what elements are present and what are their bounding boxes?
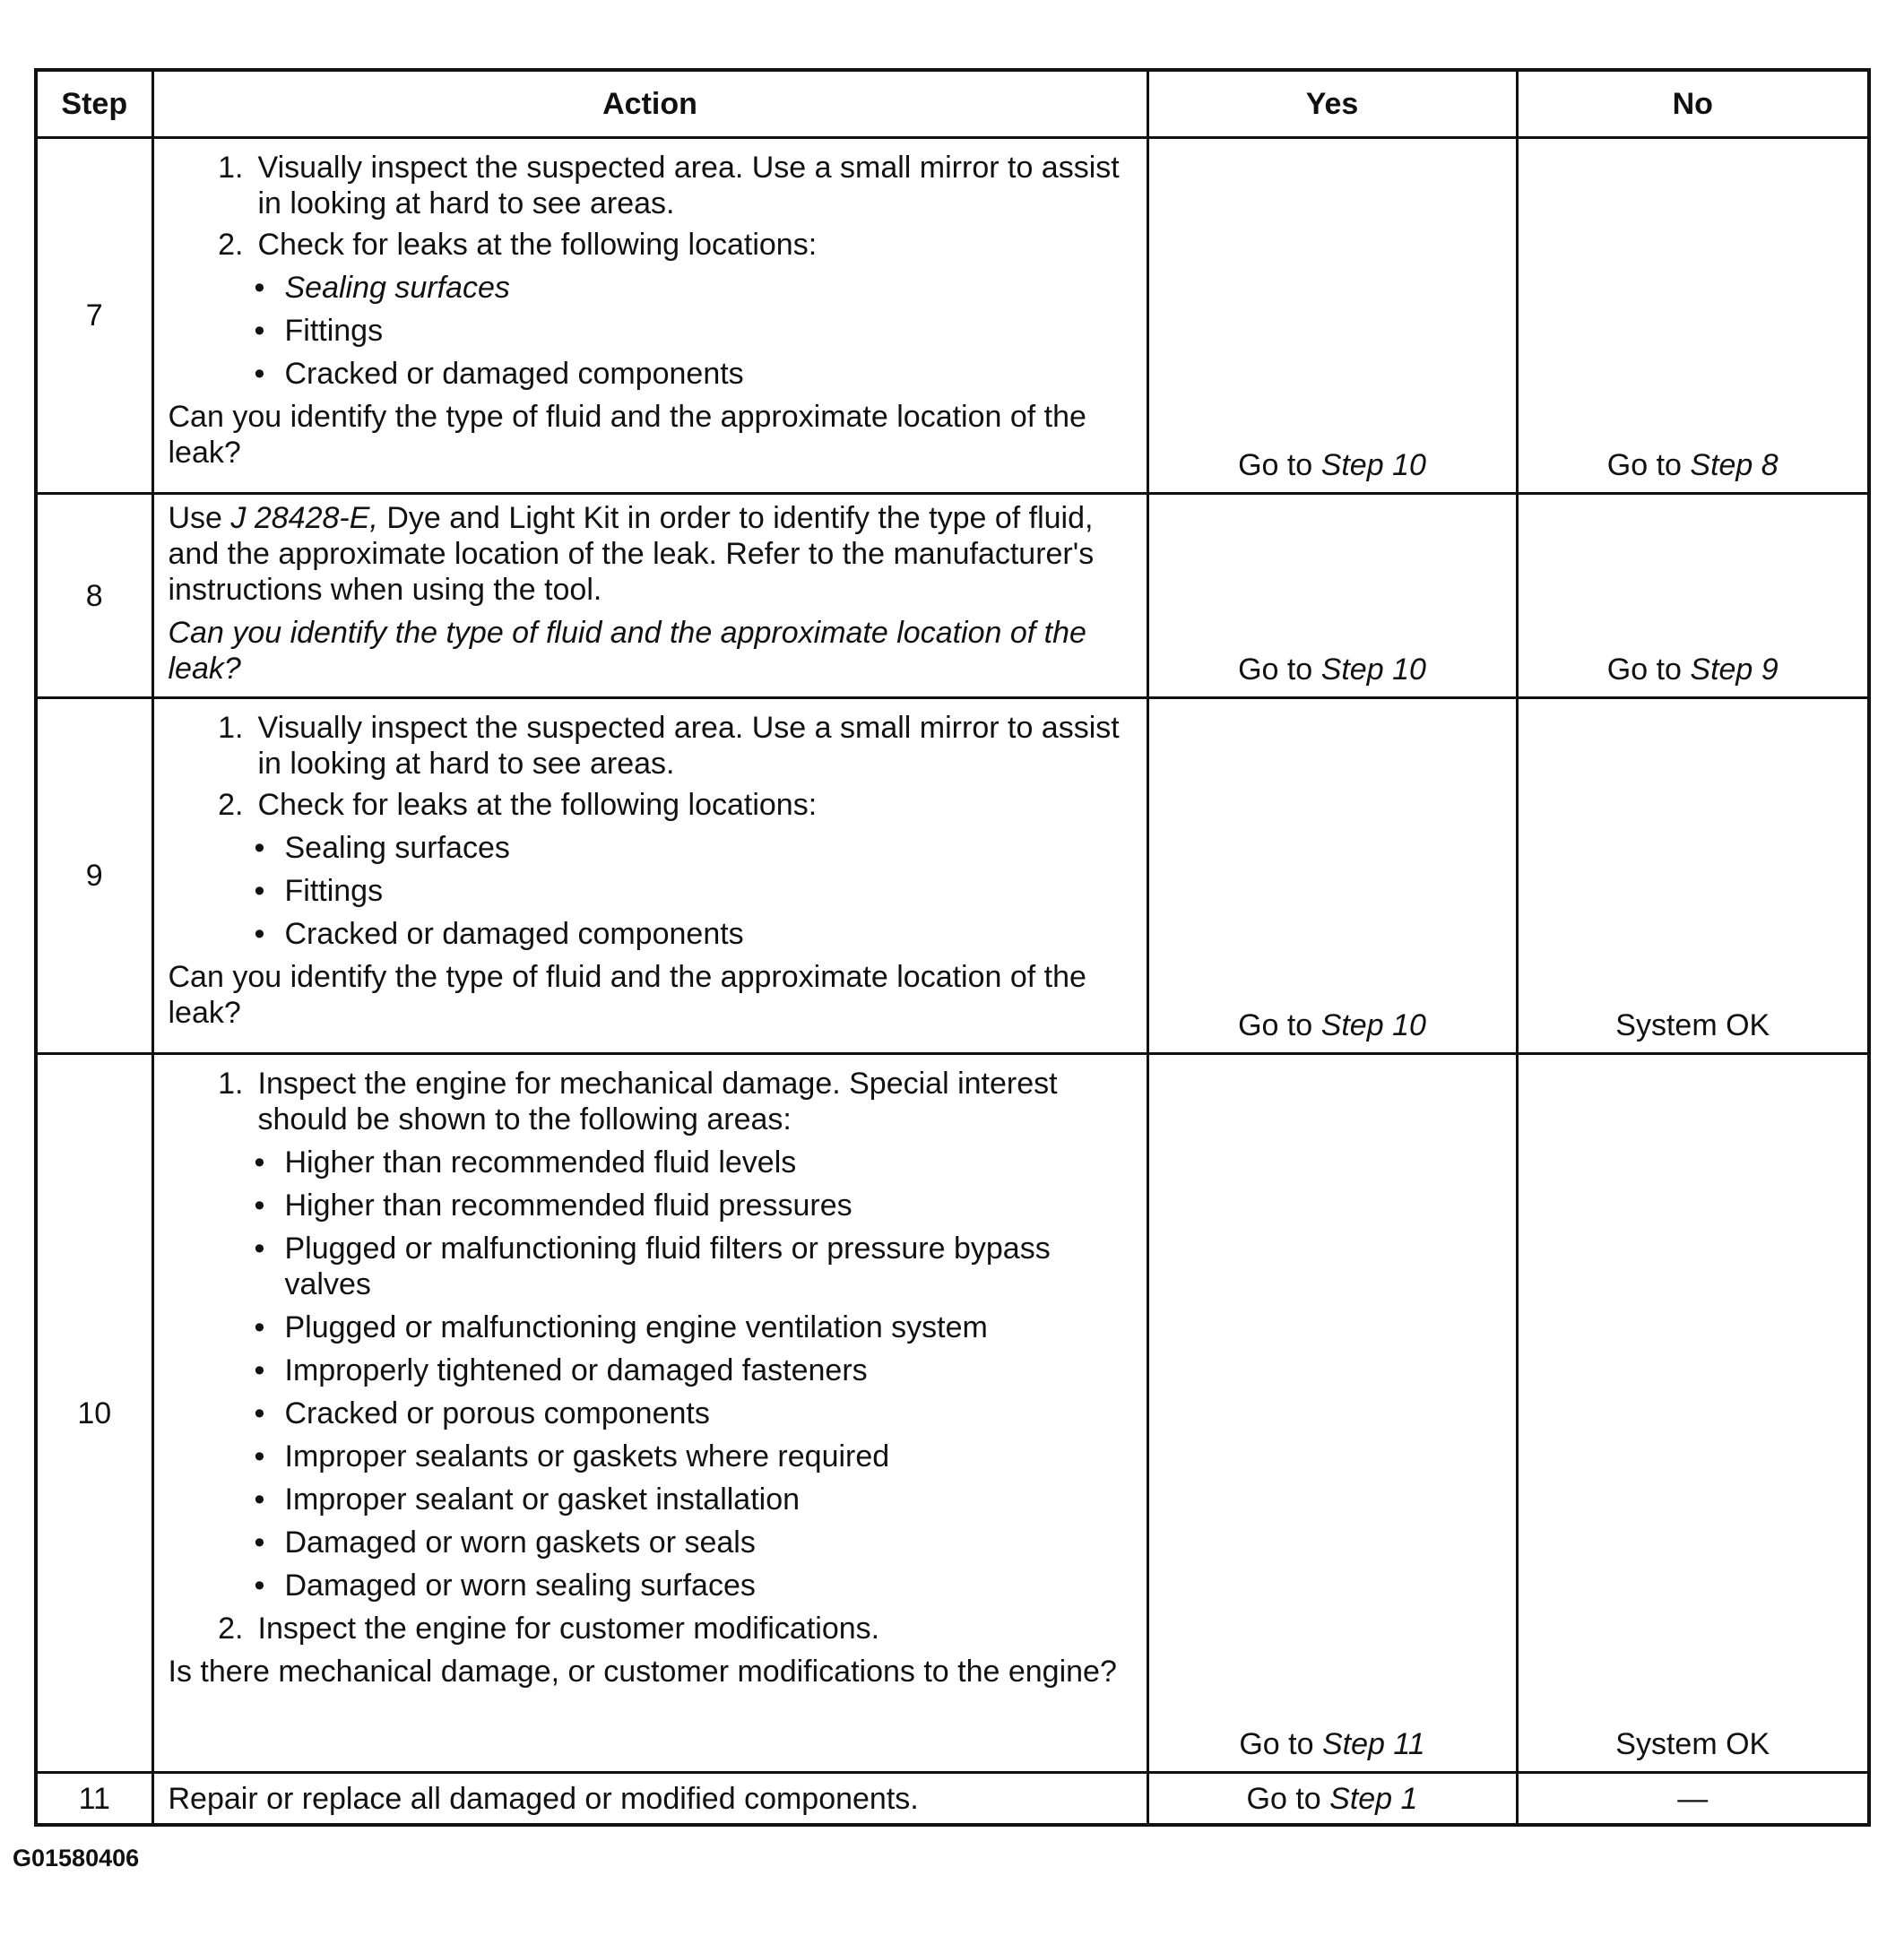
numbered-item: 1. Visually inspect the suspected area. Use a small mirror to assist in looking at hard to see areas. [218, 151, 1120, 220]
step-number: 8 [36, 493, 152, 698]
action-cell: Repair or replace all damaged or modified components. [152, 1773, 1147, 1825]
bullet-item: • Plugged or malfunctioning engine ventilation system [254, 1310, 988, 1345]
numbered-item: 2. Check for leaks at the following locations: [218, 788, 818, 823]
bullet-item: • Improperly tightened or damaged fasteners [254, 1353, 868, 1388]
no-cell: Go to Step 8 [1517, 138, 1869, 494]
figure-id: G01580406 [13, 1845, 140, 1871]
tool-number: J 28428-E, [230, 500, 378, 535]
numbered-item: 2. Inspect the engine for customer modifications. [218, 1612, 880, 1646]
question-text: Can you identify the type of fluid and the approximate location of the leak? [168, 400, 1086, 470]
action-cell [152, 138, 1147, 494]
bullet-item: • Sealing surfaces [254, 271, 510, 305]
bullet-item: • Higher than recommended fluid pressures [254, 1188, 852, 1223]
bullet-item: • Fittings [254, 314, 384, 348]
action-cell [152, 493, 1147, 698]
instruction-text: Use J 28428-E, Dye and Light Kit in order to identify the type of fluid, and the approximate location of the leak. Refer to the manufacturer's instructions when using the tool. [168, 500, 1095, 607]
bullet-item: • Sealing surfaces [254, 831, 510, 866]
yes-cell: Go to Step 10 [1147, 698, 1517, 1054]
yes-cell: Go to Step 10 [1147, 138, 1517, 494]
header-step: Step [36, 70, 152, 138]
table-row [36, 138, 1869, 494]
bullet-item: • Cracked or porous components [254, 1396, 710, 1431]
yes-cell: Go to Step 1 [1147, 1773, 1517, 1825]
table-header-row [36, 70, 1869, 138]
no-cell: System OK [1517, 1054, 1869, 1773]
table-row [36, 698, 1869, 1054]
step-number: 10 [36, 1054, 152, 1773]
bullet-item: • Plugged or malfunctioning fluid filters or pressure bypass valves [254, 1232, 1051, 1302]
header-no: No [1517, 70, 1869, 138]
header-yes: Yes [1147, 70, 1517, 138]
bullet-item: • Damaged or worn gaskets or seals [254, 1525, 756, 1560]
bullet-item: • Damaged or worn sealing surfaces [254, 1569, 756, 1603]
yes-cell: Go to Step 11 [1147, 1054, 1517, 1773]
header-action: Action [152, 70, 1147, 138]
numbered-item: 2. Check for leaks at the following locations: [218, 228, 818, 262]
bullet-item: • Improper sealant or gasket installation [254, 1482, 801, 1517]
diagnostic-table [34, 68, 1871, 1827]
bullet-item: • Higher than recommended fluid levels [254, 1145, 797, 1180]
numbered-item: 1. Inspect the engine for mechanical damage. Special interest should be shown to the following areas: [218, 1067, 1058, 1137]
question-text: Can you identify the type of fluid and the approximate location of the leak? [168, 615, 1086, 686]
action-cell [152, 1054, 1147, 1773]
numbered-item: 1. Visually inspect the suspected area. Use a small mirror to assist in looking at hard to see areas. [218, 711, 1120, 782]
table-row [36, 1054, 1869, 1773]
bullet-item: • Fittings [254, 874, 384, 909]
action-cell [152, 698, 1147, 1054]
question-text: Can you identify the type of fluid and the approximate location of the leak? [168, 960, 1086, 1031]
step-number: 7 [36, 138, 152, 494]
table-row [36, 493, 1869, 698]
bullet-item: • Cracked or damaged components [254, 917, 744, 952]
no-cell: — [1517, 1773, 1869, 1825]
question-text: Is there mechanical damage, or customer modifications to the engine? [168, 1655, 1117, 1690]
table-row [36, 1773, 1869, 1825]
yes-cell: Go to Step 10 [1147, 493, 1517, 698]
step-number: 11 [36, 1773, 152, 1825]
step-number: 9 [36, 698, 152, 1054]
bullet-item: • Cracked or damaged components [254, 357, 744, 391]
no-cell: Go to Step 9 [1517, 493, 1869, 698]
no-cell: System OK [1517, 698, 1869, 1054]
bullet-item: • Improper sealants or gaskets where required [254, 1439, 890, 1474]
